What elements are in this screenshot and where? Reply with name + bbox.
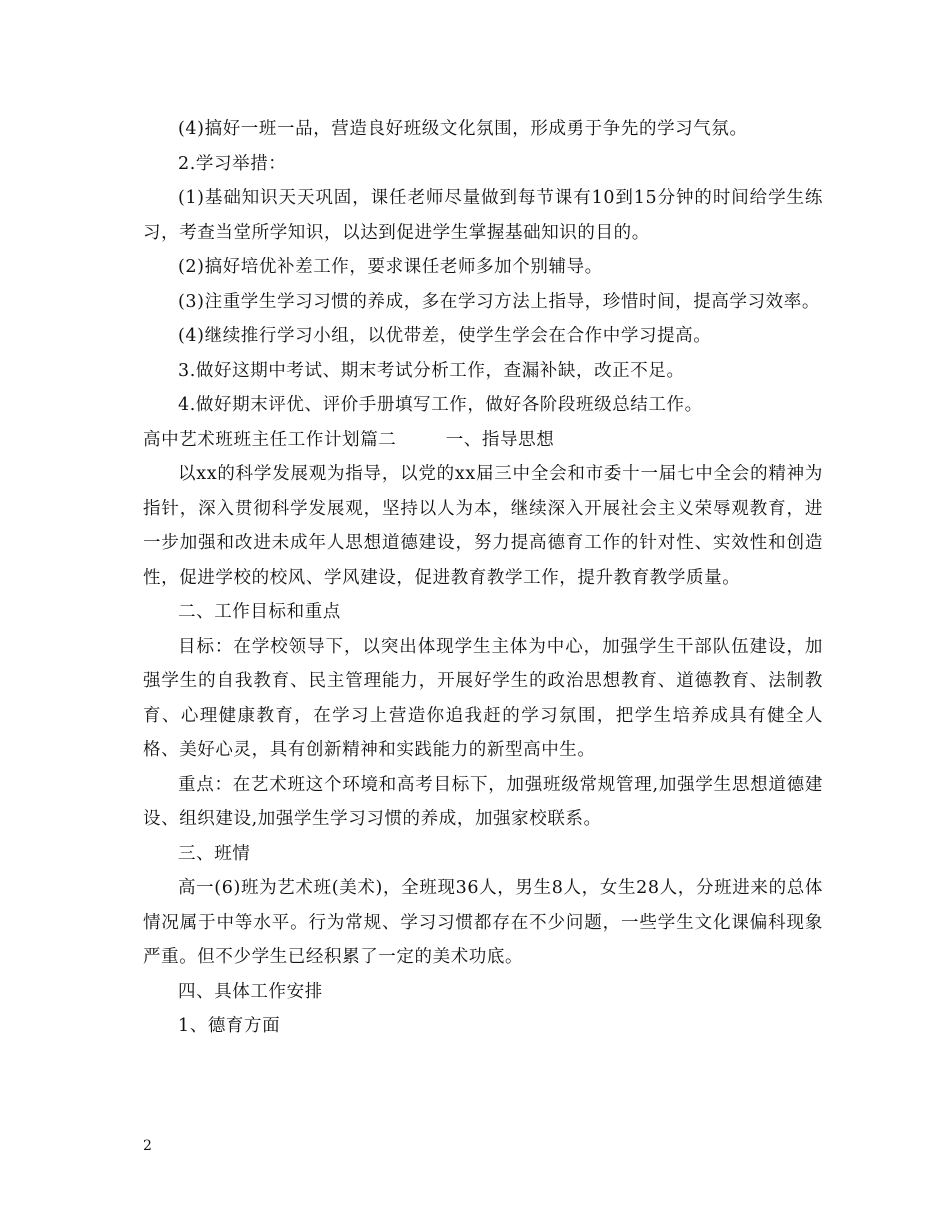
paragraph-7: 3.做好这期中考试、期末考试分析工作，查漏补缺，改正不足。 [178, 360, 685, 381]
paragraph-class-info: 高一(6)班为艺术班(美术)，全班现36人，男生8人，女生28人，分班进来的总体情况属于中等水平。行为常规、学习习惯都存在不少问题，一些学生文化课偏科现象严重。但不少学生已经积累了一定的美术功底。 [143, 878, 823, 967]
section-heading-arrangement: 四、具体工作安排 [178, 981, 323, 1002]
paragraph-2: 2.学习举措： [178, 153, 287, 174]
section-title-line: 高中艺术班班主任工作计划篇二 一、指导思想 [143, 429, 555, 450]
paragraph-5: (3)注重学生学习习惯的养成，多在学习方法上指导，珍惜时间，提高学习效率。 [178, 291, 820, 312]
paragraph-focus: 重点：在艺术班这个环境和高考目标下，加强班级常规管理,加强学生思想道德建设、组织建设,加强学生学习习惯的养成，加强家校联系。 [143, 774, 823, 829]
paragraph-8: 4.做好期末评优、评价手册填写工作，做好各阶段班级总结工作。 [178, 395, 703, 415]
paragraph-4: (2)搞好培优补差工作，要求课任老师多加个别辅导。 [178, 257, 603, 277]
page-number: 2 [143, 1138, 152, 1154]
document-body [143, 112, 823, 1044]
section-heading-goals: 二、工作目标和重点 [178, 602, 341, 622]
subsection-heading-moral: 1、德育方面 [178, 1016, 281, 1036]
section-heading-class: 三、班情 [178, 843, 251, 864]
paragraph-1: (4)搞好一班一品，营造良好班级文化氛围，形成勇于争先的学习气氛。 [178, 119, 748, 139]
paragraph-goal: 目标：在学校领导下，以突出体现学生主体为中心，加强学生干部队伍建设，加强学生的自我教育、民主管理能力，开展好学生的政治思想教育、道德教育、法制教育、心理健康教育，在学习上营造你追我赶的学习氛围，把学生培养成具有健全人格、美好心灵，具有创新精神和实践能力的新型高中生。 [143, 636, 823, 760]
paragraph-10: 以xx的科学发展观为指导，以党的xx届三中全会和市委十一届七中全会的精神为指针，深入贯彻科学发展观，坚持以人为本，继续深入开展社会主义荣辱观教育，进一步加强和改进未成年人思想道德建设，努力提高德育工作的针对性、实效性和创造性，促进学校的校风、学风建设，促进教育教学工作，提升教育教学质量。 [143, 464, 823, 588]
paragraph-6: (4)继续推行学习小组，以优带差，使学生学会在合作中学习提高。 [178, 326, 712, 346]
paragraph-3: (1)基础知识天天巩固，课任老师尽量做到每节课有10到15分钟的时间给学生练习，考查当堂所学知识，以达到促进学生掌握基础知识的目的。 [143, 188, 823, 243]
